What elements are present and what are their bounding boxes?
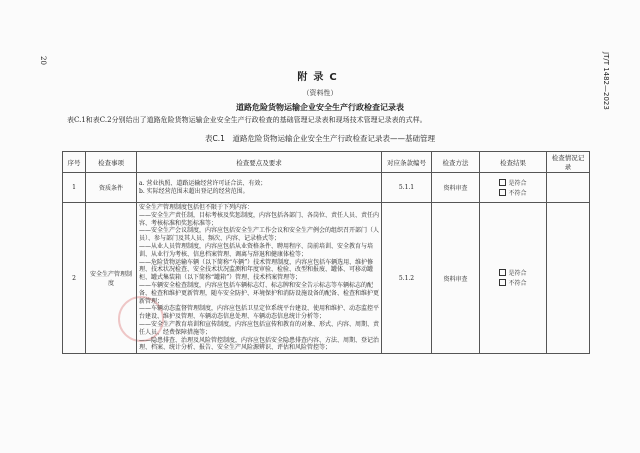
requirement-line: ——车辆动态监督管理制度，内容应包括卫星定位系统平台建设、使用和维护、动态监控平台建设、维护及管理、车辆动态信息处理、车辆动态信息统计分析等； xyxy=(139,305,380,321)
requirement-line: ——从业人员管理制度，内容应包括从业资格条件、聘用程序、岗前培训、安全教育与培训、从业行为考核、信息档案管理、调离与辞退和健康体检等； xyxy=(139,242,374,258)
appendix-main-title: 道路危险货物运输企业安全生产行政检查记录表 xyxy=(236,103,404,112)
row-item: 资质条件 xyxy=(86,173,137,203)
requirement-line: ——隐患排查、治理及风险管控制度，内容应包括安全隐患排查内容、方法、周期、登记治理、档案、统计分析、报告、安全生产风险源辨识、评估和风险管控等； xyxy=(139,336,380,352)
header-method: 检查方法 xyxy=(432,152,480,173)
row-method: 资料审查 xyxy=(432,203,480,354)
header-item: 检查事项 xyxy=(86,152,137,173)
row-result xyxy=(480,173,547,203)
header-result: 检查结果 xyxy=(480,152,547,173)
row-clause: 5.1.1 xyxy=(382,173,432,203)
requirement-line: ——安全生产会议制度，内容应包括安全生产工作会议和安全生产例会的组织召开部门（人员）、参与部门及其人员、频次、内容、记录格式等； xyxy=(139,227,380,243)
appendix-title: 附录C xyxy=(297,72,343,83)
row-record[interactable] xyxy=(547,203,590,354)
row-clause: 5.1.2 xyxy=(382,203,432,354)
header-record: 检查情况记录 xyxy=(547,152,590,173)
intro-text: 表C.1和表C.2分别给出了道路危险货物运输企业安全生产行政检查的基础管理记录表和现场技术管理记录表的式样。 xyxy=(67,116,427,124)
page-number: 20 xyxy=(39,56,47,65)
row-item: 安全生产管理制度 xyxy=(86,203,137,354)
header-clause: 对应条款编号 xyxy=(382,152,432,173)
checkbox-icon xyxy=(499,179,506,186)
row-record[interactable] xyxy=(547,173,590,203)
table-row xyxy=(63,203,590,354)
result-no-option[interactable]: 不符合 xyxy=(499,188,526,197)
table-row xyxy=(63,173,590,203)
row-requirements xyxy=(137,203,382,354)
inspection-table xyxy=(62,151,590,354)
result-yes-option[interactable]: 是符合 xyxy=(499,178,526,187)
result-yes-option[interactable]: 是符合 xyxy=(499,268,526,277)
table-caption: 表C.1 道路危险货物运输企业安全生产行政检查记录表——基础管理 xyxy=(205,134,435,143)
row-no: 2 xyxy=(63,203,86,354)
requirement-line: 安全生产管理制度包括但不限于下列内容： xyxy=(139,204,254,211)
row-requirements xyxy=(137,173,382,203)
table-header-row xyxy=(63,152,590,173)
requirement-line: a. 营业执照、道路运输经营许可证合法、有效； xyxy=(139,179,267,187)
appendix-note: （资料性） xyxy=(302,89,338,97)
row-method: 资料审查 xyxy=(432,173,480,203)
standard-code: JT/T 1482—2023 xyxy=(602,52,610,110)
header-requirements: 检查要点及要求 xyxy=(137,152,382,173)
header-no: 序号 xyxy=(63,152,86,173)
requirement-line: ——车辆安全检查制度，内容应包括车辆标志灯、标志牌和安全告示标志等车辆标志的配备、检查和维护更新管理，随车安全防护、环境保护和消防设施设备的配备、检查和维护更新管理； xyxy=(139,281,380,305)
requirement-line: ——危险货物运输车辆（以下简称“车辆”）技术管理制度，内容应包括车辆选用、维护修理、技术状况检查、安全技术状况监测和年度审验、检验、改型和报废、罐体、可移动罐柜、罐式集装箱（以下简称“罐箱”）管理、技术档案管理等； xyxy=(139,258,374,282)
requirement-line: ——安全生产教育培训和宣传制度，内容应包括宣传和教育的对象、形式、内容、周期、责任人员、经费保障措施等； xyxy=(139,320,380,336)
appendix-header xyxy=(0,68,640,113)
checkbox-icon xyxy=(499,279,506,286)
checkbox-icon xyxy=(499,189,506,196)
row-result xyxy=(480,203,547,354)
result-no-option[interactable]: 不符合 xyxy=(499,278,526,287)
requirement-line: ——安全生产责任制，目标考核及奖惩制度，内容包括各部门、各岗位、责任人员、责任内容、考核标准和奖惩标准等； xyxy=(139,211,380,227)
requirement-line: b. 实际经营范围未超出登记的经营范围。 xyxy=(139,187,249,195)
checkbox-icon xyxy=(499,269,506,276)
row-no: 1 xyxy=(63,173,86,203)
